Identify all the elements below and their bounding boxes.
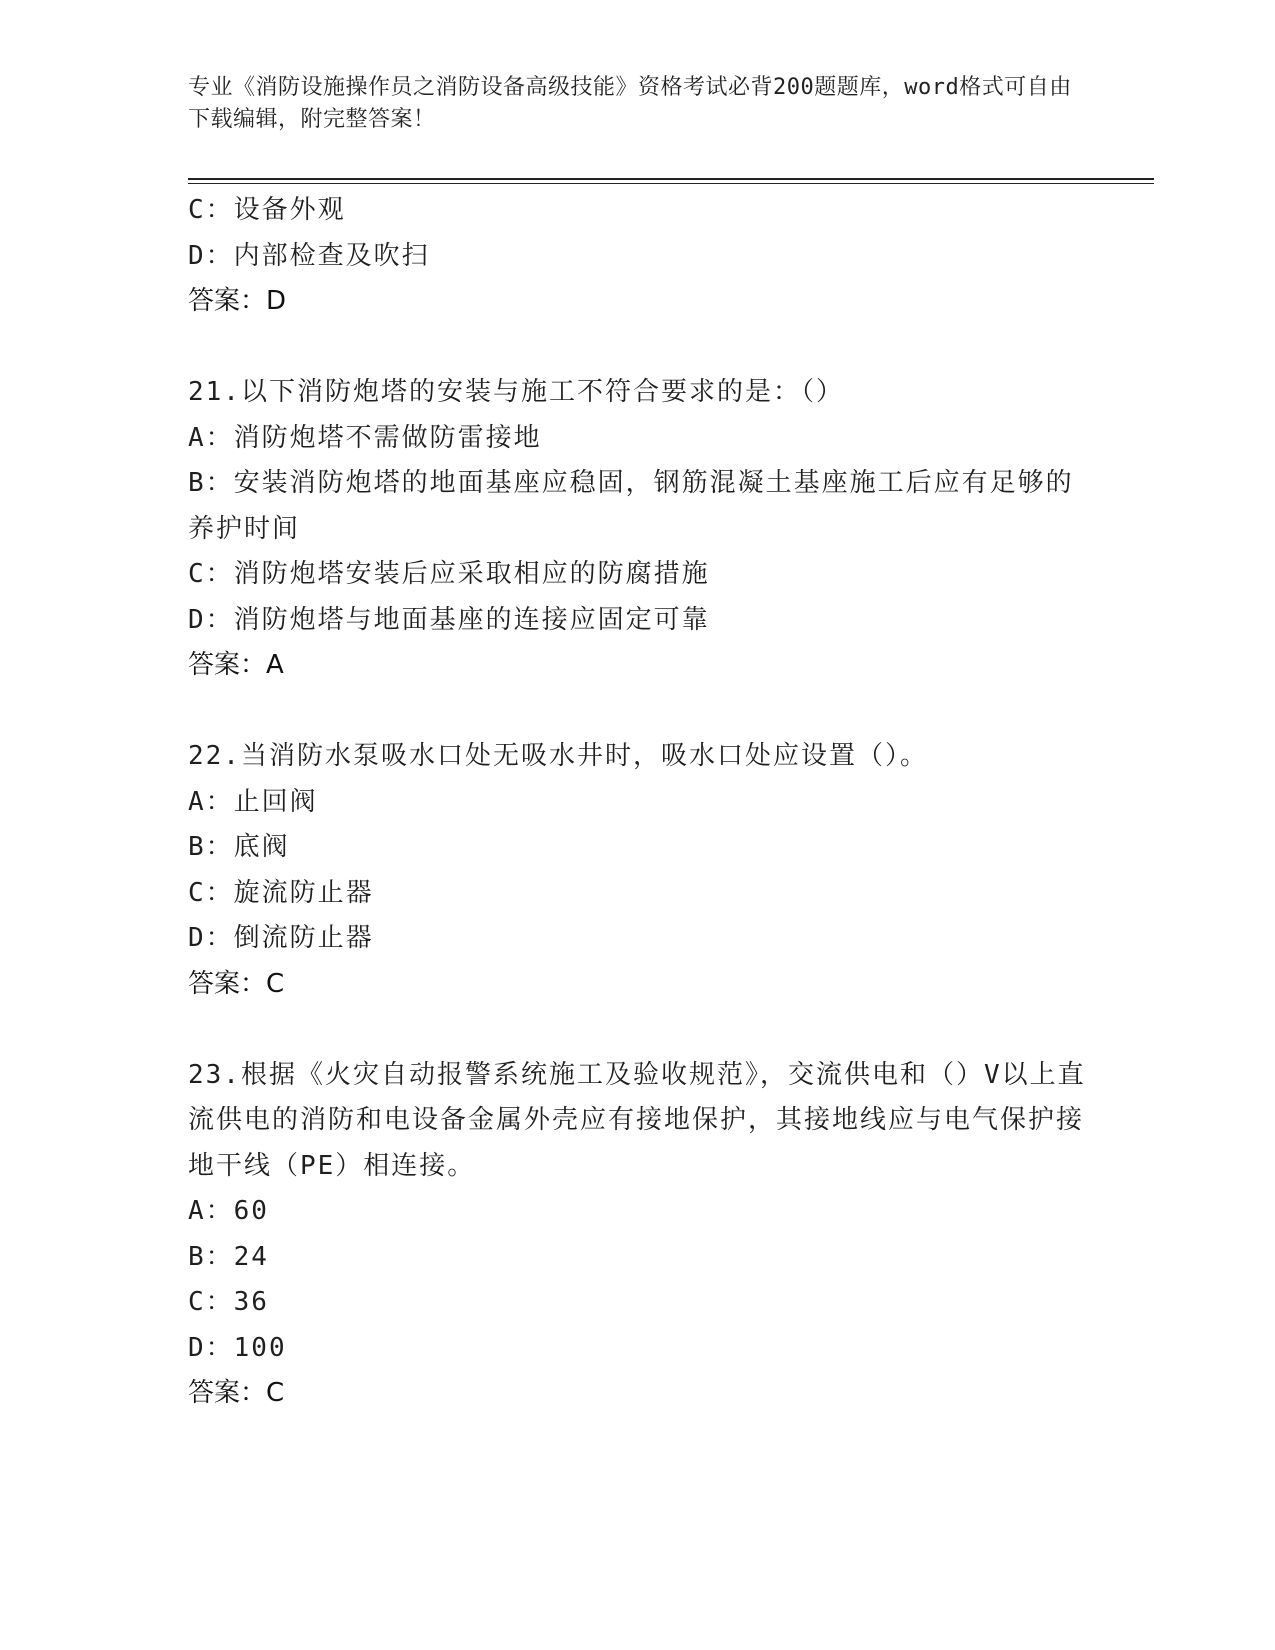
spacer [188, 1007, 1088, 1053]
option-b [188, 1235, 1088, 1281]
option-label: D： [188, 923, 234, 953]
spacer [188, 689, 1088, 735]
option-label: A： [188, 422, 234, 453]
option-label: D： [188, 240, 234, 271]
option-text: 消防炮塔与地面基座的连接应固定可靠 [233, 604, 710, 635]
header-divider-thick [188, 178, 1154, 180]
option-text: 止回阀 [233, 786, 318, 817]
option-text: 倒流防止器 [233, 923, 374, 953]
question-23 [188, 1053, 1088, 1417]
option-text: 36 [233, 1287, 269, 1317]
option-a [188, 780, 1088, 826]
option-label: D： [188, 604, 234, 635]
option-text: 内部检查及吹扫 [233, 240, 430, 271]
question-21 [188, 370, 1088, 689]
option-text: 旋流防止器 [233, 877, 374, 908]
option-text: 消防炮塔安装后应采取相应的防腐措施 [233, 559, 710, 589]
option-d [188, 1326, 1088, 1372]
option-text: 安装消防炮塔的地面基座应稳固，钢筋混凝土基座施工后应有足够的养护时间 [188, 468, 1074, 544]
option-d [188, 598, 1088, 644]
answer-line: 答案：D [188, 286, 287, 316]
option-label: C： [188, 877, 234, 908]
question-stem: 21.以下消防炮塔的安装与施工不符合要求的是：（） [188, 377, 844, 407]
answer-line: 答案：C [188, 1378, 285, 1408]
option-label: D： [188, 1332, 234, 1363]
option-a [188, 416, 1088, 462]
option-c [188, 1280, 1088, 1326]
question-stem: 23.根据《火灾自动报警系统施工及验收规范》，交流供电和（）V以上直流供电的消防和电设备金属外壳应有接地保护，其接地线应与电气保护接地干线（PE）相连接。 [188, 1059, 1086, 1181]
option-label: A： [188, 786, 234, 817]
option-label: C： [188, 559, 234, 589]
option-label: C： [188, 195, 234, 225]
option-label: B： [188, 468, 234, 498]
option-text: 消防炮塔不需做防雷接地 [233, 422, 542, 453]
option-b [188, 825, 1088, 871]
option-c [188, 871, 1088, 917]
option-c [188, 552, 1088, 598]
question-22 [188, 734, 1088, 1007]
option-d [188, 234, 1088, 280]
answer-line: 答案：C [188, 968, 285, 999]
spacer [188, 325, 1088, 371]
option-label: A： [188, 1196, 234, 1226]
prev-question-block [188, 188, 1088, 325]
question-content [188, 188, 1088, 1417]
option-text: 100 [233, 1332, 287, 1363]
option-label: B： [188, 1241, 234, 1272]
header-divider-thin [188, 183, 1154, 184]
answer-line: 答案：A [188, 650, 284, 680]
question-stem: 22.当消防水泵吸水口处无吸水井时，吸水口处应设置（）。 [188, 741, 928, 771]
option-text: 底阀 [233, 832, 290, 862]
option-text: 24 [233, 1241, 269, 1272]
document-header: 专业《消防设施操作员之消防设备高级技能》资格考试必背200题题库，word格式可自由下载编辑，附完整答案！ [188, 75, 1072, 132]
option-label: B： [188, 832, 234, 862]
option-b [188, 461, 1088, 552]
option-d [188, 916, 1088, 962]
option-text: 设备外观 [233, 195, 346, 225]
option-label: C： [188, 1287, 234, 1317]
option-text: 60 [233, 1196, 269, 1226]
option-a [188, 1189, 1088, 1235]
option-c [188, 188, 1088, 234]
